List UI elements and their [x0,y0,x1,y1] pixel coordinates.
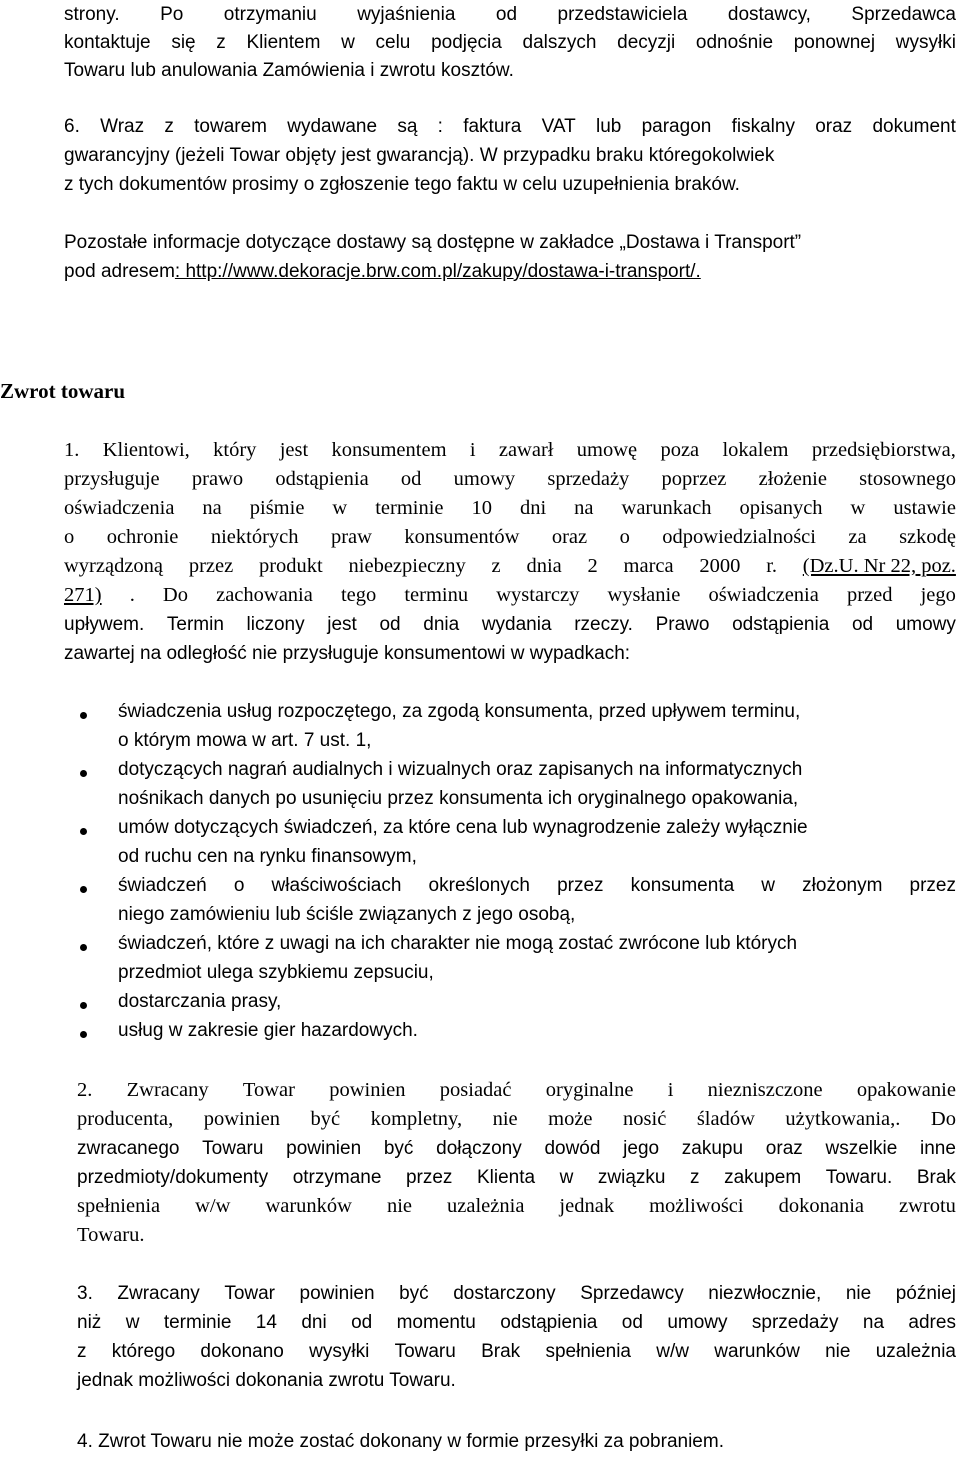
bullet-icon [80,1002,87,1009]
word: adres [908,1312,956,1333]
word: od [379,614,401,635]
word: Wraz [100,116,145,137]
word: o [64,526,75,548]
section-title: Zwrot towaru [0,379,126,403]
return-p1-line-2 [64,465,956,494]
word: w [332,497,348,519]
point-6-text: gwarancyjny (jeżeli Towar objęty jest gwarancją). [64,145,475,166]
word: o [619,526,630,548]
word: z [491,555,501,577]
word: umowy [453,468,516,490]
word: podjęcia [431,32,502,53]
delivery-info-line-1: Pozostałe informacje dotyczące dostawy są dostępne w zakładce „Dostawa i Transport” [64,232,802,253]
word: umowę [576,439,638,461]
word: przez [405,1167,453,1188]
word: warunków [714,1341,800,1362]
word: otrzymane [292,1167,382,1188]
word: Klienta [476,1167,536,1188]
word: warunkach [621,497,712,519]
return-p3-line-4: jednak możliwości dokonania zwrotu Towaru. [77,1370,456,1391]
word: niezwłocznie, [708,1283,822,1304]
word: się [171,32,196,53]
word: zwracanego [77,1138,180,1159]
word: jest [279,439,309,461]
return-p1-line-7 [64,610,956,639]
word: rzeczy. [574,614,633,635]
word: nie [845,1283,872,1304]
word: śladów [696,1108,755,1130]
word: spełnienia [545,1341,632,1362]
word: świadczeń [118,875,207,896]
word: sprzedaży [751,1312,839,1333]
word: odstąpienia [732,614,830,635]
word: celu [375,32,411,53]
word: dokonania [778,1195,864,1217]
word: Brak [481,1341,521,1362]
word: Do [930,1108,956,1130]
list-item: umów dotyczących świadczeń, za które cena lub wynagrodzenie zależy wyłącznie [118,817,808,838]
word: wyrządzoną [64,555,164,577]
word: niektórych [210,526,299,548]
word: terminie [375,497,444,519]
intro-line-1 [64,0,956,29]
word: przysługuje [64,468,160,490]
list-item-continuation: niego zamówieniu lub ściśle związanych z jego osobą, [118,904,576,925]
word: od [351,1312,373,1333]
word: Zwracany [126,1079,209,1101]
word: oryginalne [545,1079,634,1101]
word: złożenie [758,468,827,490]
word: sprzedaży [547,468,630,490]
bullet-icon [80,886,87,893]
word: określonych [428,875,530,896]
return-p3-line-1 [77,1279,956,1308]
legal-citation: (Dz.U. Nr 22, poz. [802,555,956,577]
word: : [437,116,443,137]
word: wysyłki [309,1341,370,1362]
word: uzależnia [875,1341,956,1362]
word: później [895,1283,956,1304]
word: piśmie [249,497,305,519]
word: Sprzedawcy [580,1283,684,1304]
word: złożonym [802,875,883,896]
word: Klientem [246,32,321,53]
word: Towar [224,1283,275,1304]
word: jest [327,614,357,635]
word: odpowiedzialności [662,526,816,548]
word: w [125,1312,140,1333]
word: oraz [765,1138,803,1159]
word: przed [846,584,893,606]
word: powinien [203,1108,280,1130]
word: wyjaśnienia [357,4,456,25]
word: 2 [587,555,598,577]
word: Prawo [655,614,710,635]
word: stosownego [859,468,956,490]
list-item: dotyczących nagrań audialnych i wizualnych oraz zapisanych na informatycznych [118,759,803,780]
word: są [397,116,418,137]
word: fiskalny [731,116,795,137]
list-item: świadczenia usług rozpoczętego, za zgodą konsumenta, przed upływem terminu, [118,701,801,722]
word: faktura [463,116,522,137]
list-item: usług w zakresie gier hazardowych. [118,1020,418,1041]
word: zawarł [498,439,554,461]
word: być [399,1283,429,1304]
bullet-icon [80,770,87,777]
list-item-continuation: nośnikach danych po usunięciu przez konsumenta ich oryginalnego opakowania, [118,788,799,809]
bullet-icon [80,712,87,719]
word: w [341,32,355,53]
word: lokalem [722,439,789,461]
word: Brak [916,1167,956,1188]
return-p1-line-5 [64,552,956,581]
word: terminu [404,584,469,606]
return-p1-line-3 [64,494,956,523]
word: dokonano [200,1341,284,1362]
word: strony. [64,4,120,25]
bullet-icon [80,828,87,835]
word: 2. [77,1079,93,1101]
word: praw [330,526,372,548]
return-p4: 4. Zwrot Towaru nie może zostać dokonany w formie przesyłki za pobraniem. [77,1431,724,1452]
word: producenta, [77,1108,174,1130]
intro-line-2 [64,28,956,57]
list-item-continuation: od ruchu cen na rynku finansowym, [118,846,417,867]
word: posiadać [439,1079,512,1101]
word: 3. [77,1283,93,1304]
word: paragon [641,116,712,137]
word: zakupu [681,1138,744,1159]
word: o [233,875,245,896]
word: poprzez [661,468,727,490]
word: w/w [195,1195,231,1217]
bullet-icon [80,944,87,951]
word: nie [492,1108,518,1130]
word: z [77,1341,87,1362]
word: liczony [246,614,305,635]
word: z [216,32,226,53]
word: umowy [895,614,956,635]
word: VAT [541,116,576,137]
word: jednak [559,1195,615,1217]
word: dnia [423,614,460,635]
return-p3-line-2 [77,1308,956,1337]
word: od [495,4,518,25]
word: 10 [471,497,492,519]
word: wystarczy [496,584,580,606]
word: na [862,1312,885,1333]
word: niezniszczone [707,1079,823,1101]
word: powinien [329,1079,406,1101]
word: odstąpienia [275,468,369,490]
word: z [164,116,174,137]
word: ochronie [106,526,179,548]
word: od [851,614,874,635]
word: związku [597,1167,666,1188]
word: nosić [623,1108,667,1130]
word: dnia [526,555,562,577]
word: w [761,875,776,896]
word: wydawane [287,116,378,137]
word: dowód [544,1138,601,1159]
word: momentu [396,1312,476,1333]
bullet-icon [80,1031,87,1038]
delivery-info-line-2 [64,257,701,286]
word: decyzji [617,32,676,53]
point-6-line-3: z tych dokumentów prosimy o zgłoszenie tego faktu w celu uzupełnienia braków. [64,174,740,195]
word: dokument [872,116,956,137]
delivery-link[interactable]: : http://www.dekoracje.brw.com.pl/zakupy/dostawa-i-transport/. [174,261,701,282]
word: przez [188,555,234,577]
word: 14 [255,1312,277,1333]
word: przedstawiciela [557,4,688,25]
word: oświadczenia [708,584,819,606]
return-p2-line-2 [77,1105,956,1134]
word: konsumentów [404,526,520,548]
word: oświadczenia [64,497,175,519]
word: lub [595,116,622,137]
word: wszelkie [825,1138,898,1159]
word: niż [77,1312,102,1333]
word: przedmioty/dokumenty [77,1167,269,1188]
word: ponownej [793,32,876,53]
word: 2000 [699,555,741,577]
delivery-info-text: pod adresem [64,261,175,282]
list-item: dostarczania prasy, [118,991,282,1012]
word: Sprzedawca [851,4,956,25]
word: umowy [667,1312,728,1333]
word: otrzymaniu [223,4,317,25]
word: nie [386,1195,413,1217]
word: na [574,497,594,519]
return-p2-line-5 [77,1192,956,1221]
word: niebezpieczny [348,555,466,577]
word: z [690,1167,700,1188]
word: zakupem [724,1167,802,1188]
word: kompletny, [370,1108,463,1130]
word: od [400,468,422,490]
word: dołączony [436,1138,522,1159]
return-p2-line-6: Towaru. [77,1224,145,1246]
word: wydania [481,614,552,635]
word: konsumenta [630,875,735,896]
point-6-text: W przypadku braku któregokolwiek [479,145,775,166]
legal-citation: 271) [64,584,102,606]
word: Do [162,584,188,606]
word: wysyłki [895,32,956,53]
word: 6. [64,116,80,137]
word: oraz [551,526,588,548]
word: opisanych [739,497,823,519]
word: właściwościach [271,875,402,896]
word: zachowania [216,584,313,606]
word: dostarczony [453,1283,556,1304]
word: kontaktuje [64,32,151,53]
word: jego [623,1138,660,1159]
word: dalszych [522,32,597,53]
word: na [202,497,222,519]
intro-line-3: Towaru lub anulowania Zamówienia i zwrotu kosztów. [64,60,514,81]
list-item-continuation: przedmiot ulega szybkiemu zepsuciu, [118,962,434,983]
return-p2-line-3 [77,1134,956,1163]
word: od [621,1312,643,1333]
list-item-continuation: o którym mowa w art. 7 ust. 1, [118,730,372,751]
point-6-line-2 [64,141,774,170]
word: zwrotu [899,1195,956,1217]
word: tego [340,584,377,606]
word: Towar [242,1079,295,1101]
word: nie [825,1341,851,1362]
word: Towaru [394,1341,456,1362]
word: ustawie [893,497,956,519]
word: użytkowania,. [785,1108,901,1130]
word: w [850,497,866,519]
word: i [469,439,476,461]
return-p1-line-1 [64,436,956,465]
word: konsumentem [331,439,447,461]
word: Termin [166,614,224,635]
word: towarem [194,116,267,137]
word: wysłanie [607,584,681,606]
word: w/w [656,1341,690,1362]
word: w [559,1167,574,1188]
return-p1-line-8: zawartej na odległość nie przysługuje konsumentowi w wypadkach: [64,643,631,664]
return-p2-line-1 [77,1076,956,1105]
word: poza [660,439,700,461]
word: uzależnia [447,1195,525,1217]
word: . [129,584,135,606]
word: r. [766,555,778,577]
word: który [213,439,257,461]
word: przez [557,875,604,896]
word: dni [519,497,547,519]
word: Po [160,4,184,25]
word: i [667,1079,674,1101]
return-p1-line-6 [64,581,956,610]
word: warunków [265,1195,352,1217]
word: odnośnie [695,32,774,53]
list-item [118,871,956,900]
word: 1. [64,439,80,461]
word: przez [909,875,956,896]
word: być [383,1138,414,1159]
word: być [310,1108,341,1130]
word: terminie [163,1312,232,1333]
word: upływem. [64,614,145,635]
word: prawo [191,468,244,490]
word: Klientowi, [102,439,190,461]
word: produkt [258,555,323,577]
word: Towaru. [825,1167,893,1188]
word: marca [623,555,674,577]
word: którego [111,1341,176,1362]
return-p2-line-4 [77,1163,956,1192]
word: spełnienia [77,1195,161,1217]
word: możliwości [649,1195,744,1217]
word: odstąpienia [500,1312,598,1333]
word: dostawcy, [727,4,811,25]
word: za [848,526,867,548]
word: szkodę [899,526,956,548]
point-6-line-1 [64,112,956,141]
word: powinien [286,1138,362,1159]
word: Towaru [202,1138,264,1159]
word: jego [920,584,956,606]
word: opakowanie [856,1079,956,1101]
word: inne [920,1138,956,1159]
return-p3-line-3 [77,1337,956,1366]
word: dni [301,1312,327,1333]
word: Zwracany [117,1283,200,1304]
list-item: świadczeń, które z uwagi na ich charakter nie mogą zostać zwrócone lub których [118,933,798,954]
word: powinien [299,1283,375,1304]
word: przedsiębiorstwa, [811,439,956,461]
word: może [548,1108,593,1130]
word: oraz [815,116,853,137]
return-p1-line-4 [64,523,956,552]
